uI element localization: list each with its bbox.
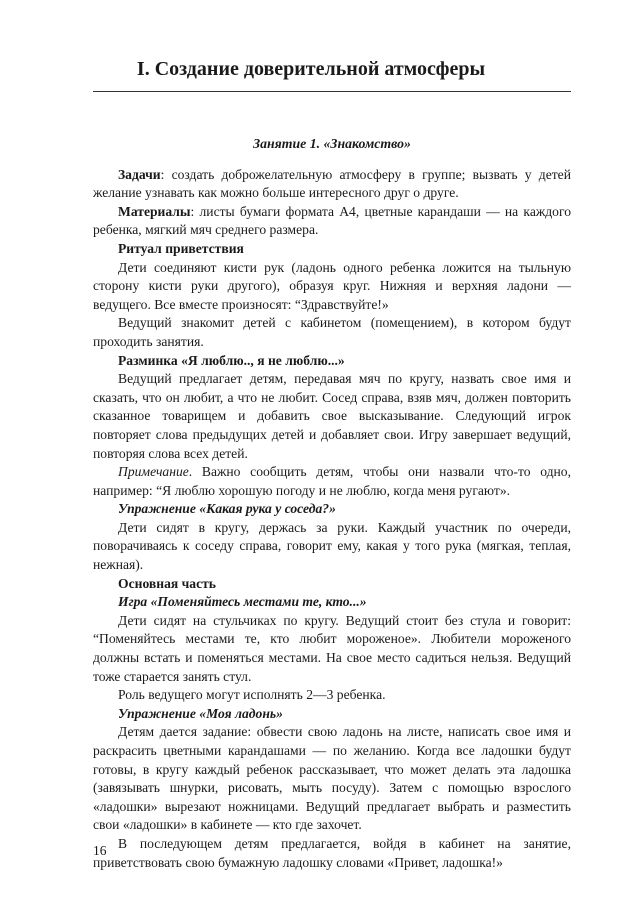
ritual-paragraph-2: Ведущий знакомит детей с кабинетом (помещением), в котором будут проходить занятия.: [93, 315, 571, 349]
tasks-label: Задачи: [118, 166, 161, 182]
materials-text: : листы бумаги формата А4, цветные карандаши — на каждого ребенка, мягкий мяч среднего размера.: [93, 203, 571, 238]
exercise1-paragraph: Дети сидят в кругу, держась за руки. Каждый участник по очереди, поворачиваясь к соседу справа, говорит ему, какая у того рука (мягкая, теплая, нежная).: [93, 519, 571, 573]
warmup-heading: Разминка «Я люблю.., я не люблю...»: [118, 352, 345, 368]
game-paragraph-2: Роль ведущего могут исполнять 2—3 ребенка.: [118, 687, 386, 703]
title-divider: [93, 91, 571, 92]
game-heading: Игра «Поменяйтесь местами те, кто...»: [118, 594, 367, 610]
exercise2-paragraph-1: Детям дается задание: обвести свою ладонь на листе, написать свое имя и раскрасить цветными карандашами — по желанию. Когда все ладошки будут готовы, в кругу каждый ребенок рассказывает, что может делать эта ладошка (завязывать шнурки, рисовать, мыть посуду). Затем с помощью взрослого «ладошки» вырезают ножницами. Ведущий предлагает выбрать и разместить свои «ладошки» в кабинете — кто где захочет.: [93, 724, 571, 833]
ritual-heading: Ритуал приветствия: [118, 240, 244, 256]
note-label: Примечание: [118, 464, 189, 480]
page-content: [93, 135, 571, 872]
lesson-title: Занятие 1. «Знакомство»: [253, 136, 411, 151]
tasks-text: : создать доброжелательную атмосферу в группе; вызвать у детей желание узнавать как можно больше интересного друг о друге.: [93, 166, 571, 201]
chapter-title: I. Создание доверительной атмосферы: [136, 58, 486, 80]
game-paragraph-1: Дети сидят на стульчиках по кругу. Ведущий стоит без стула и говорит: “Поменяйтесь местами те, кто любит мороженое». Любители мороженого должны встать и поменяться местами. На свое место садиться нельзя. Ведущий тоже старается занять стул.: [93, 612, 571, 684]
exercise2-paragraph-2: В последующем детям предлагается, войдя в кабинет на занятие, приветствовать свою бумажную ладошку словами «Привет, ладошка!»: [93, 835, 571, 870]
ritual-paragraph-1: Дети соединяют кисти рук (ладонь одного ребенка ложится на тыльную сторону кисти руки другого), образуя круг. Нижняя и верхняя ладони — ведущего. Все вместе произносят: “Здравствуйте!»: [93, 259, 571, 312]
exercise1-heading: Упражнение «Какая рука у соседа?»: [118, 501, 336, 517]
note-text: . Важно сообщить детям, чтобы они назвали что-то одно, например: “Я люблю хорошую погоду и не люблю, когда меня ругают».: [93, 464, 571, 498]
exercise2-heading: Упражнение «Моя ладонь»: [118, 705, 283, 721]
tasks-paragraph: [93, 166, 571, 203]
page-number: 16: [93, 843, 107, 858]
materials-label: Материалы: [118, 203, 191, 219]
warmup-paragraph-1: Ведущий предлагает детям, передавая мяч по кругу, назвать свое имя и сказать, что он любит, а что не любит. Сосед справа, взяв мяч, должен повторить сказанное товарищем и добавить свое высказывание. Следующий игрок повторяет слова предыдущих детей и добавляет свои. Игру завершает ведущий, повторяя слова всех детей.: [93, 371, 571, 461]
warmup-note: [93, 463, 571, 500]
main-part-heading: Основная часть: [118, 575, 216, 591]
materials-paragraph: [93, 203, 571, 240]
